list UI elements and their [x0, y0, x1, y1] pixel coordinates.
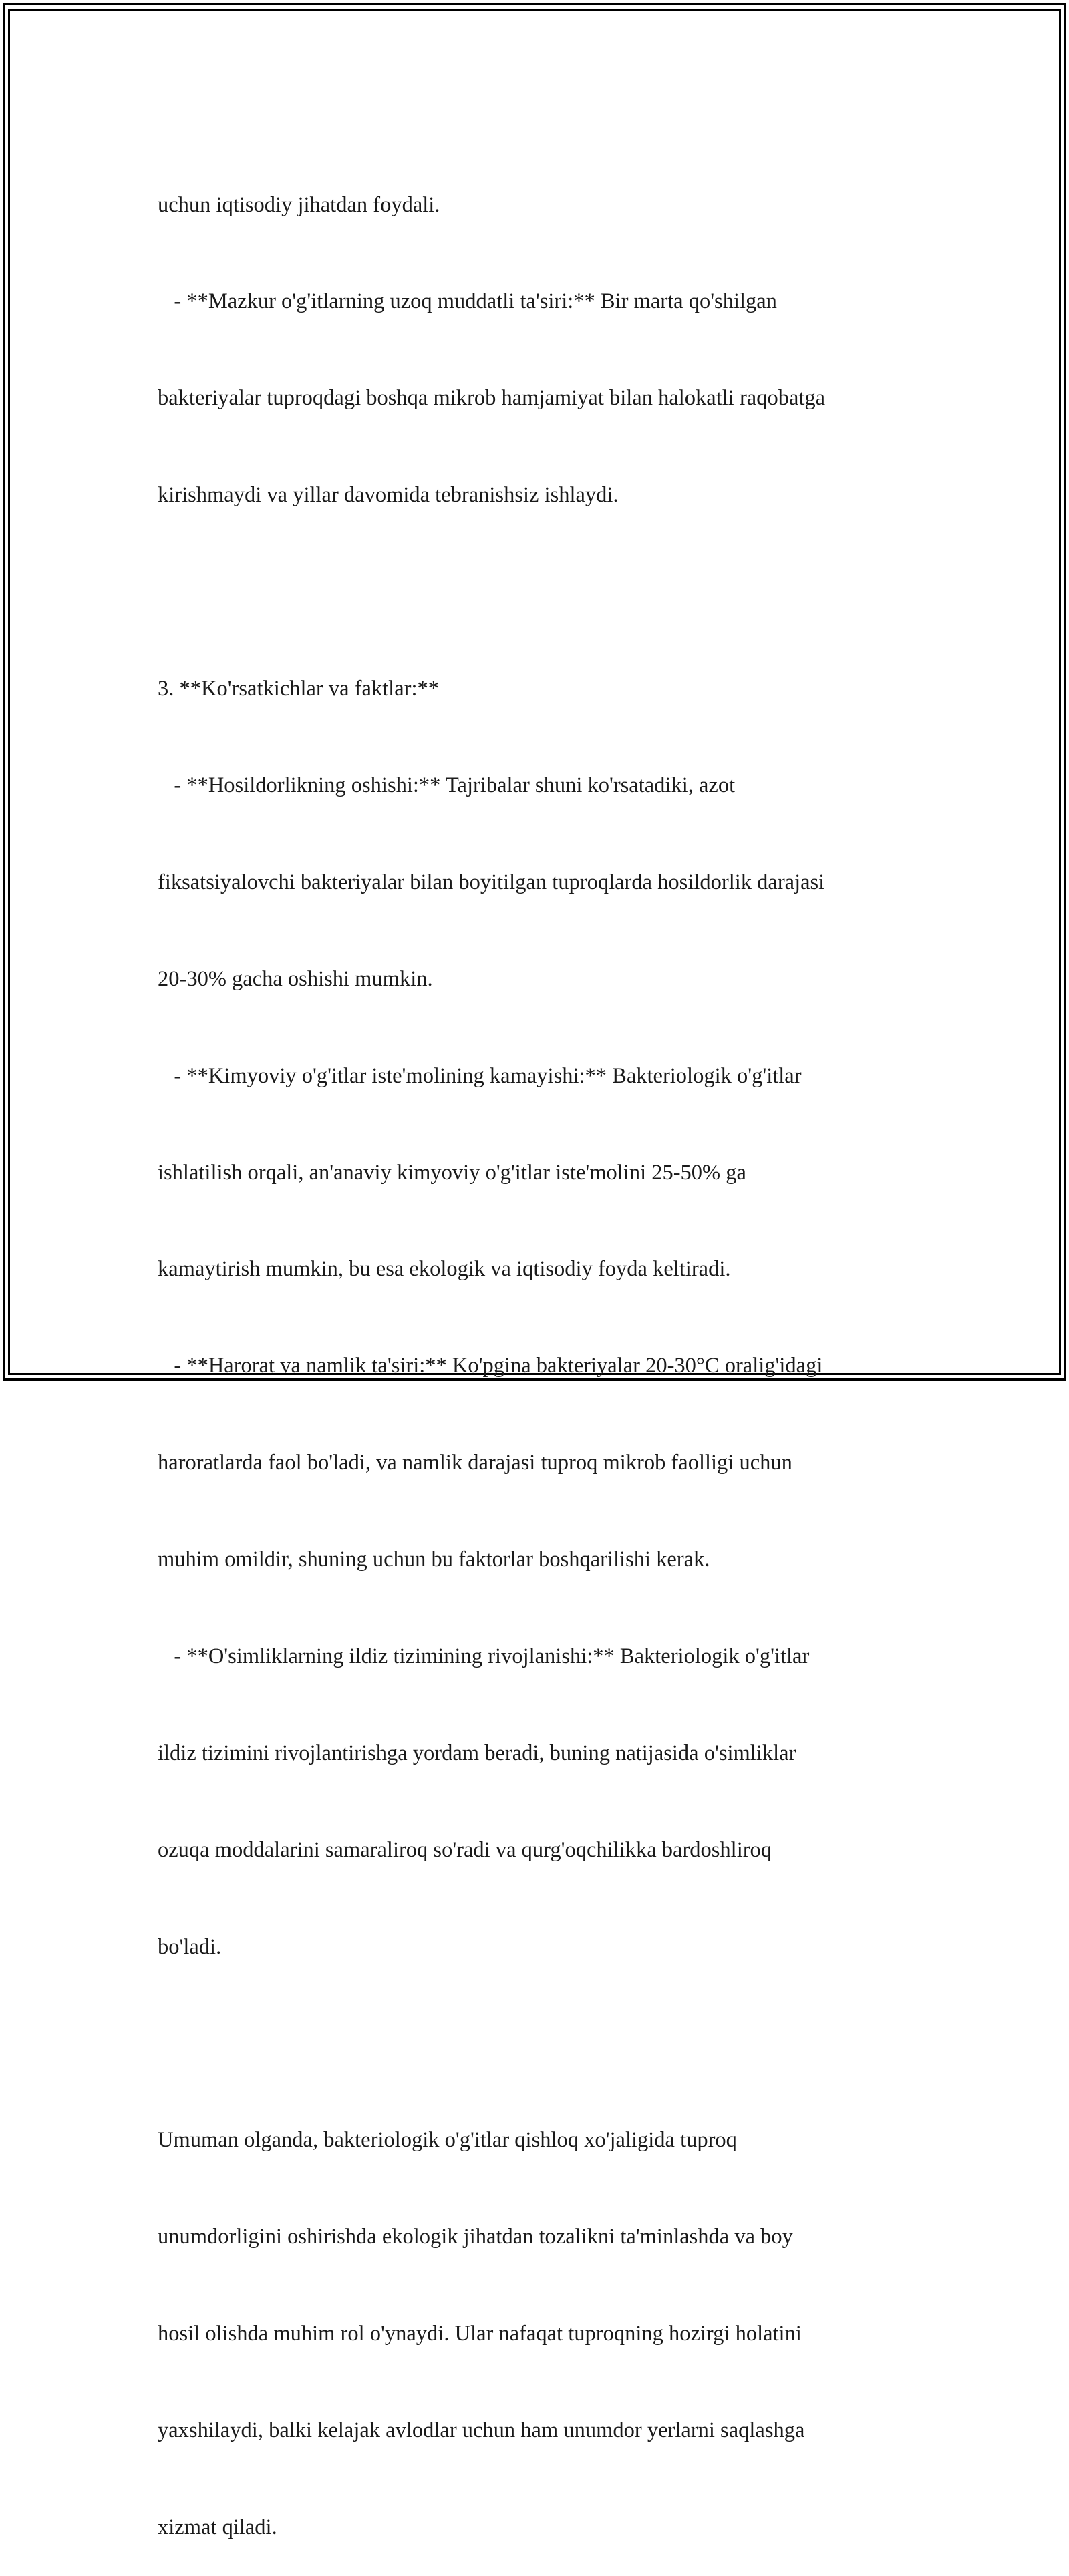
- text-line: haroratlarda faol bo'ladi, va namlik darajasi tuproq mikrob faolligi uchun: [158, 1451, 792, 1475]
- text-line: muhim omildir, shuning uchun bu faktorlar boshqarilishi kerak.: [158, 1547, 710, 1572]
- text-line: ishlatilish orqali, an'anaviy kimyoviy o'g'itlar iste'molini 25-50% ga: [158, 1160, 746, 1185]
- text-line: kirishmaydi va yillar davomida tebranishsiz ishlaydi.: [158, 483, 619, 508]
- text-line: - **Kimyoviy o'g'itlar iste'molining kamayishi:** Bakteriologik o'g'itlar: [158, 1063, 802, 1088]
- text-line: 20-30% gacha oshishi mumkin.: [158, 966, 433, 991]
- text-line: bakteriyalar tuproqdagi boshqa mikrob hamjamiyat bilan halokatli raqobatga: [158, 386, 826, 411]
- conclusion-line: unumdorligini oshirishda ekologik jihatdan tozalikni ta'minlashda va boy: [158, 2225, 793, 2249]
- text-line: - **Hosildorlikning oshishi:** Tajribalar shuni ko'rsatadiki, azot: [158, 773, 736, 797]
- blank-line: [158, 576, 933, 608]
- text-line: fiksatsiyalovchi bakteriyalar bilan boyitilgan tuproqlarda hosildorlik darajasi: [158, 870, 825, 894]
- conclusion-line: yaxshilaydi, balki kelajak avlodlar uchun ham unumdor yerlarni saqlashga: [158, 2418, 805, 2443]
- text-line: ozuqa moddalarini samaraliroq so'radi va qurg'oqchilikka bardoshliroq: [158, 1837, 772, 1862]
- text-line: bo'ladi.: [158, 1934, 222, 1959]
- document-body: [158, 124, 933, 2576]
- conclusion-line: hosil olishda muhim rol o'ynaydi. Ular nafaqat tuproqning hozirgi holatini: [158, 2322, 802, 2346]
- conclusion-line: xizmat qiladi.: [158, 2515, 277, 2539]
- text-line: - **Mazkur o'g'itlarning uzoq muddatli ta'siri:** Bir marta qo'shilgan: [158, 289, 777, 314]
- text-line: - **Harorat va namlik ta'siri:** Ko'pgina bakteriyalar 20-30°C oralig'idagi: [158, 1354, 823, 1378]
- conclusion-line: Umuman olganda, bakteriologik o'g'itlar qishloq xo'jaligida tuproq: [158, 2128, 737, 2153]
- text-line: ildiz tizimini rivojlantirishga yordam beradi, buning natijasida o'simliklar: [158, 1740, 796, 1765]
- text-line: uchun iqtisodiy jihatdan foydali.: [158, 192, 440, 217]
- blank-line: [158, 2028, 933, 2060]
- section-heading: 3. **Ko'rsatkichlar va faktlar:**: [158, 677, 439, 701]
- text-line: - **O'simliklarning ildiz tizimining rivojlanishi:** Bakteriologik o'g'itlar: [158, 1644, 810, 1668]
- text-line: kamaytirish mumkin, bu esa ekologik va iqtisodiy foyda keltiradi.: [158, 1257, 731, 1282]
